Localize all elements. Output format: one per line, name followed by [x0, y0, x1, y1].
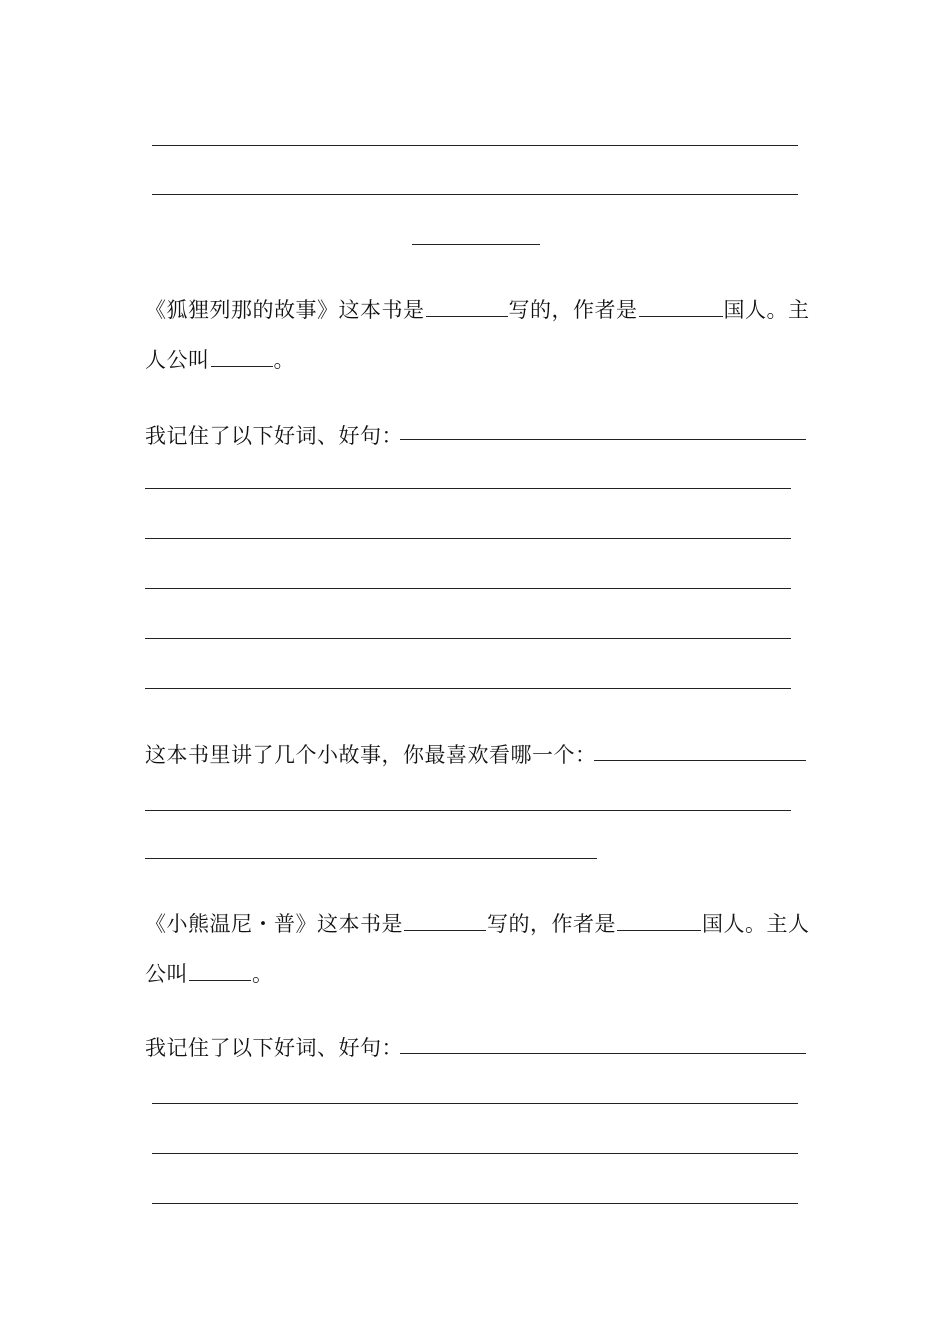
book1-title-prefix: 《狐狸列那的故事》这本书是 [145, 298, 425, 322]
answer-line[interactable] [145, 538, 791, 539]
answer-line[interactable] [152, 145, 798, 146]
answer-line[interactable] [594, 760, 806, 761]
answer-line[interactable] [145, 488, 791, 489]
book1-line2-end: 。 [273, 348, 295, 372]
answer-line[interactable] [400, 1053, 806, 1054]
nationality-blank[interactable] [617, 910, 701, 931]
book2-line2 [145, 960, 274, 988]
book1-line2 [145, 346, 295, 374]
author-blank[interactable] [426, 296, 508, 317]
answer-line[interactable] [400, 439, 806, 440]
answer-line[interactable] [145, 688, 791, 689]
author-blank[interactable] [404, 910, 486, 931]
answer-line-short[interactable] [412, 244, 540, 245]
answer-line[interactable] [145, 638, 791, 639]
answer-line[interactable] [152, 1203, 798, 1204]
book2-line2-end: 。 [252, 962, 274, 986]
answer-line[interactable] [145, 858, 597, 859]
book2-protagonist-label: 公叫 [145, 962, 188, 986]
book1-line1 [145, 296, 810, 324]
protagonist-blank[interactable] [211, 346, 273, 367]
book2-mid-text-2: 国人。主人 [702, 912, 810, 936]
book2-mid-text-1: 写的，作者是 [487, 912, 616, 936]
favorite-story-label: 这本书里讲了几个小故事，你最喜欢看哪一个： [145, 743, 597, 767]
protagonist-blank[interactable] [189, 960, 251, 981]
answer-line[interactable] [152, 1103, 798, 1104]
book1-protagonist-label: 人公叫 [145, 348, 210, 372]
book2-title-prefix: 《小熊温尼・普》这本书是 [145, 912, 403, 936]
answer-line[interactable] [145, 588, 791, 589]
answer-line[interactable] [152, 1153, 798, 1154]
book1-mid-text-2: 国人。主 [723, 298, 810, 322]
answer-line[interactable] [152, 194, 798, 195]
book1-mid-text-1: 写的，作者是 [508, 298, 638, 322]
good-words-label: 我记住了以下好词、好句： [145, 424, 403, 448]
book2-line1 [145, 910, 810, 938]
nationality-blank[interactable] [639, 296, 723, 317]
good-words-label: 我记住了以下好词、好句： [145, 1036, 403, 1060]
answer-line[interactable] [145, 810, 791, 811]
